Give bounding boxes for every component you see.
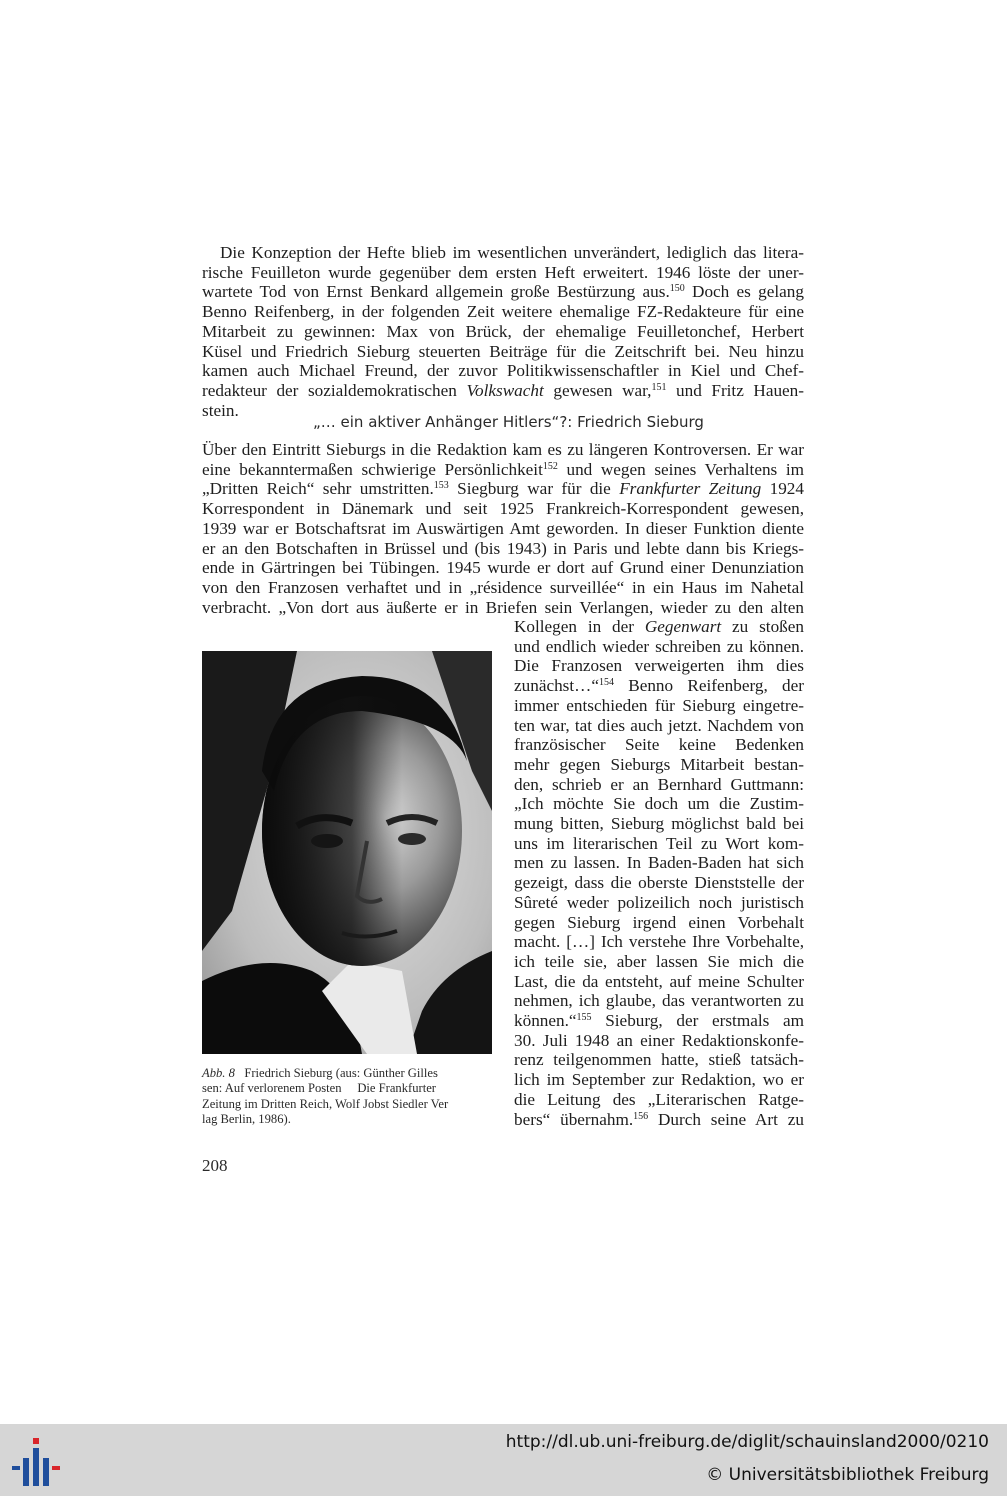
text-line: ende in Gärtringen bei Tübingen. 1945 wurde er dort auf Grund einer Denunziation bbox=[202, 558, 804, 578]
text-line: kamen auch Michael Freund, der zuvor Politikwissenschaftler in Kiel und Chef- bbox=[202, 361, 804, 381]
text-line: lich im September zur Redaktion, wo er bbox=[514, 1070, 804, 1090]
text-line: mung bitten, Sieburg möglichst bald bei bbox=[514, 814, 804, 834]
text-line: Kollegen in der Gegenwart zu stoßen bbox=[514, 617, 804, 636]
text-line: Mitarbeit zu gewinnen: Max von Brück, der ehemalige Feuilletonchef, Herbert bbox=[202, 321, 804, 341]
text-line: redakteur der sozialdemokratischen Volkswacht gewesen war,$^{151}$ und Fritz Hauen- bbox=[202, 380, 804, 400]
caption-line: sen: Auf verlorenem Posten Die Frankfurter bbox=[202, 1081, 436, 1096]
text-line: renz teilgenommen hatte, stieß tatsäch- bbox=[514, 1050, 804, 1070]
footer-bar bbox=[0, 1424, 1007, 1496]
text-line: mehr gegen Sieburgs Mitarbeit bestan- bbox=[514, 754, 804, 774]
caption-line: Abb. 8 Friedrich Sieburg (aus: Günther Gilles bbox=[202, 1066, 438, 1080]
copyright-notice: © Universitätsbibliothek Freiburg bbox=[706, 1465, 989, 1485]
footnote-ref[interactable]: 155 bbox=[576, 1012, 592, 1024]
text-line: wartete Tod von Ernst Benkard allgemein große Bestürzung aus.$^{150}$ Doch es gelang bbox=[202, 282, 804, 302]
text-line: men zu lassen. In Baden-Baden hat sich bbox=[514, 853, 804, 873]
column-text bbox=[514, 617, 804, 1129]
text-line: können.“$^{155}$ Sieburg, der erstmals am bbox=[514, 1011, 804, 1031]
text-line: ich teile sie, aber lassen Sie mich die bbox=[514, 951, 804, 971]
text-line: zunächst…“$^{154}$ Benno Reifenberg, der bbox=[514, 676, 804, 696]
caption-line: Zeitung im Dritten Reich, Wolf Jobst Siedler Ver bbox=[202, 1096, 449, 1111]
text-line: nehmen, ich glaube, das verantworten zu bbox=[514, 991, 804, 1011]
text-line: Küsel und Friedrich Sieburg steuerten Beiträge für die Zeitschrift bei. Neu hinzu bbox=[202, 341, 804, 361]
text-line: macht. […] Ich verstehe Ihre Vorbehalte, bbox=[514, 932, 804, 952]
text-line: Über den Eintritt Sieburgs in die Redaktion kam es zu längeren Kontroversen. Er war bbox=[202, 440, 804, 459]
text-line: immer entschieden für Sieburg eingetre- bbox=[514, 695, 804, 715]
paragraph-1 bbox=[202, 243, 804, 420]
footnote-ref[interactable]: 151 bbox=[651, 381, 667, 393]
text-line: und endlich wieder schreiben zu können. bbox=[514, 636, 804, 656]
text-line: die Leitung des „Literarischen Ratge- bbox=[514, 1089, 804, 1109]
text-line: Last, die da entsteht, auf meine Schulter bbox=[514, 971, 804, 991]
text-line: französischer Seite keine Bedenken bbox=[514, 735, 804, 755]
text-line: 1939 war er Botschaftsrat im Auswärtigen Amt geworden. In dieser Funktion diente bbox=[202, 518, 804, 538]
ub-freiburg-logo-icon[interactable] bbox=[12, 1438, 66, 1488]
text-line: „Dritten Reich“ sehr umstritten.$^{153}$ Siegburg war für die Frankfurter Zeitung 1924 bbox=[202, 479, 804, 499]
text-line: eine bekanntermaßen schwierige Persönlichkeit$^{152}$ und wegen seines Verhaltens im bbox=[202, 459, 804, 479]
text-line: Die Konzeption der Hefte blieb im wesentlichen unverändert, lediglich das litera- bbox=[220, 243, 804, 262]
text-line: den, schrieb er an Bernhard Guttmann: bbox=[514, 774, 804, 794]
caption-line: lag Berlin, 1986). bbox=[202, 1112, 291, 1127]
figure-caption bbox=[202, 1066, 494, 1128]
portrait-photo bbox=[202, 651, 492, 1054]
footnote-ref[interactable]: 156 bbox=[633, 1110, 649, 1122]
text-line: er an den Botschaften in Brüssel und (bis 1943) in Paris und lebte dann bis Kriegs- bbox=[202, 538, 804, 558]
text-line: Korrespondent in Dänemark und seit 1925 Frankreich-Korrespondent gewesen, bbox=[202, 499, 804, 519]
text-line: verbracht. „Von dort aus äußerte er in Briefen sein Verlangen, wieder zu den alten bbox=[202, 597, 804, 617]
page-number: 208 bbox=[202, 1156, 228, 1175]
text-line: 30. Juli 1948 an einer Redaktionskonfe- bbox=[514, 1030, 804, 1050]
paragraph-2 bbox=[202, 440, 804, 617]
footnote-ref[interactable]: 154 bbox=[598, 677, 614, 689]
text-line: rische Feuilleton wurde gegenüber dem ersten Heft erweitert. 1946 löste der uner- bbox=[202, 262, 804, 282]
section-heading: „… ein aktiver Anhänger Hitlers“?: Friedrich Sieburg bbox=[313, 413, 704, 431]
text-line: ten war, tat dies auch jetzt. Nachdem von bbox=[514, 715, 804, 735]
footnote-ref[interactable]: 152 bbox=[542, 460, 558, 472]
text-line: stein. bbox=[202, 400, 239, 420]
text-line: bers“ übernahm.$^{156}$ Durch seine Art zu bbox=[514, 1109, 804, 1129]
figure-label: Abb. 8 bbox=[202, 1066, 235, 1080]
document-url[interactable]: http://dl.ub.uni-freiburg.de/diglit/schauinsland2000/0210 bbox=[505, 1432, 989, 1452]
footnote-ref[interactable]: 153 bbox=[433, 480, 449, 492]
text-line: Die Franzosen verweigerten ihm dies bbox=[514, 656, 804, 676]
text-line: von den Franzosen verhaftet und in „résidence surveillée“ in ein Haus im Nahetal bbox=[202, 577, 804, 597]
footnote-ref[interactable]: 150 bbox=[669, 283, 685, 295]
text-line: uns im literarischen Teil zu Wort kom- bbox=[514, 833, 804, 853]
text-line: Sûreté weder polizeilich noch juristisch bbox=[514, 892, 804, 912]
text-line: Benno Reifenberg, in der folgenden Zeit weitere ehemalige FZ-Redakteure für eine bbox=[202, 302, 804, 322]
text-line: „Ich möchte Sie doch um die Zustim- bbox=[514, 794, 804, 814]
text-line: gegen Sieburg irgend einen Vorbehalt bbox=[514, 912, 804, 932]
text-line: gezeigt, dass die oberste Dienststelle der bbox=[514, 873, 804, 893]
